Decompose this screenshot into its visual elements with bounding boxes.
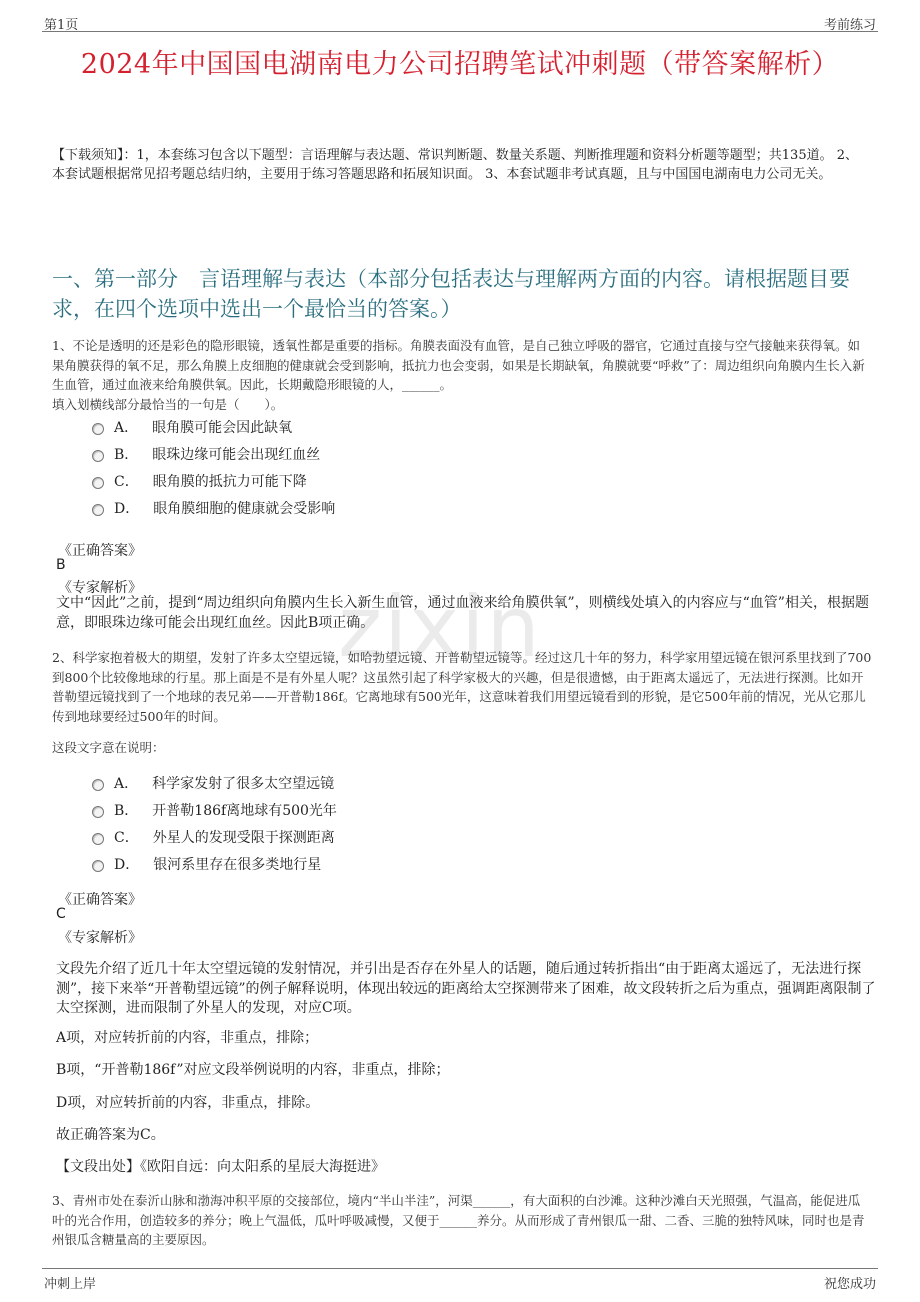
header-divider — [42, 31, 878, 32]
q2-analysis-b: B项，“开普勒186f”对应文段举例说明的内容，非重点，排除； — [56, 1062, 450, 1078]
q1-option-a[interactable]: A． 眼角膜可能会因此缺氧 — [92, 417, 292, 437]
page-header — [42, 12, 878, 32]
q1-option-c[interactable]: C． 眼角膜的抵抗力可能下降 — [92, 471, 307, 491]
header-label: 考前练习 — [823, 18, 876, 33]
footer-right: 祝您成功 — [823, 1277, 876, 1292]
q2-option-d[interactable]: D． 银河系里存在很多类地行星 — [92, 854, 321, 874]
footer-divider — [42, 1268, 878, 1269]
q2-analysis-d: D项，对应转折前的内容，非重点，排除。 — [56, 1095, 320, 1111]
radio-icon[interactable] — [92, 477, 104, 489]
question-1-text: 1、不论是透明的还是彩色的隐形眼镜，透氧性都是重要的指标。角膜表面没有血管，是自己独立呼吸的器官，它通过直接与空气接触来获得氧。如果角膜获得的氧不足，那么角膜上皮细胞的健康就会受到影响，抵抗力也会变弱，如果是长期缺氧，角膜就要“呼救”了：周边组织向角膜内生长入新生血管，通过血液来给角膜供氧。因此，长期戴隐形眼镜的人，______。 — [52, 338, 865, 392]
footer-left: 冲刺上岸 — [44, 1277, 97, 1292]
q2-analysis-conclusion: 故正确答案为C。 — [56, 1127, 165, 1143]
radio-icon[interactable] — [92, 833, 104, 845]
radio-icon[interactable] — [92, 860, 104, 872]
watermark: zixin — [338, 578, 542, 676]
q2-analysis-main: 文段先介绍了近几十年太空望远镜的发射情况，并引出是否存在外星人的话题，随后通过转折指出“由于距离太遥远了，无法进行探测”，接下来举“开普勒望远镜”的例子解释说明，体现出较远的距离给太空探测带来了困难，故文段转折之后为重点，强调距离限制了太空探测，进而限制了外星人的发现，对应C项。 — [56, 961, 876, 1016]
document-title: 2024年中国国电湖南电力公司招聘笔试冲刺题（带答案解析） — [80, 49, 840, 80]
page-number: 第1页 — [44, 18, 79, 33]
q2-option-b[interactable]: B． 开普勒186f离地球有500光年 — [92, 800, 337, 820]
q1-answer: B — [56, 557, 66, 573]
page-footer — [42, 1268, 878, 1292]
radio-icon[interactable] — [92, 504, 104, 516]
q2-analysis-label: 《专家解析》 — [58, 930, 142, 946]
q2-option-a[interactable]: A． 科学家发射了很多太空望远镜 — [92, 773, 334, 793]
question-1-prompt: 填入划横线部分最恰当的一句是（ ）。 — [52, 397, 284, 412]
download-notice: 【下载须知】：1，本套练习包含以下题型：言语理解与表达题、常识判断题、数量关系题、判断推理题和资料分析题等题型；共135道。 2、本套试题根据常见招考题总结归纳，主要用于练习答题思路和拓展知识面。 3、本套试题非考试真题，且与中国国电湖南电力公司无关。 — [52, 148, 858, 182]
question-2-text: 2、科学家抱着极大的期望，发射了许多太空望远镜，如哈勃望远镜、开普勒望远镜等。经过这几十年的努力，科学家用望远镜在银河系里找到了700到800个比较像地球的行星。那上面是不是有外星人呢？这虽然引起了科学家极大的兴趣，但是很遗憾，由于距离太遥远了，无法进行探测。比如开普勒望远镜找到了一个地球的表兄弟——开普勒186f。它离地球有500光年，这意味着我们用望远镜看到的形貌，是它500年前的情况，光从它那儿传到地球要经过500年的时间。 — [52, 650, 872, 724]
q2-analysis-source: 【文段出处】《欧阳自远：向太阳系的星辰大海挺进》 — [56, 1159, 385, 1175]
radio-icon[interactable] — [92, 806, 104, 818]
q2-option-c[interactable]: C． 外星人的发现受限于探测距离 — [92, 827, 335, 847]
q1-correct-label: 《正确答案》 — [58, 543, 142, 559]
question-3-text: 3、青州市处在泰沂山脉和渤海冲积平原的交接部位，境内“半山半洼”，河渠______，有大面积的白沙滩。这种沙滩白天光照强，气温高，能促进瓜叶的光合作用，创造较多的养分；晚上气温低，瓜叶呼吸减慢，又便于______养分。从而形成了青州银瓜一甜、二香、三脆的独特风味，同时也是青州银瓜含糖量高的主要原因。 — [52, 1193, 865, 1247]
q1-option-b[interactable]: B． 眼珠边缘可能会出现红血丝 — [92, 444, 320, 464]
q1-analysis: 文中“因此”之前，提到“周边组织向角膜内生长入新生血管，通过血液来给角膜供氧”，则横线处填入的内容应与“血管”相关，根据题意，即眼珠边缘可能会出现红血丝。因此B项正确。 — [56, 595, 869, 631]
radio-icon[interactable] — [92, 423, 104, 435]
q1-analysis-label: 《专家解析》 — [58, 580, 142, 596]
radio-icon[interactable] — [92, 450, 104, 462]
q2-analysis-a: A项，对应转折前的内容，非重点，排除； — [56, 1030, 319, 1046]
section-title: 一、第一部分 言语理解与表达（本部分包括表达与理解两方面的内容。请根据题目要求，在四个选项中选出一个最恰当的答案。） — [52, 267, 850, 321]
q2-answer: C — [56, 906, 66, 922]
q2-correct-label: 《正确答案》 — [58, 892, 142, 908]
radio-icon[interactable] — [92, 779, 104, 791]
question-2-prompt: 这段文字意在说明： — [52, 740, 165, 755]
q1-option-d[interactable]: D． 眼角膜细胞的健康就会受影响 — [92, 498, 335, 518]
